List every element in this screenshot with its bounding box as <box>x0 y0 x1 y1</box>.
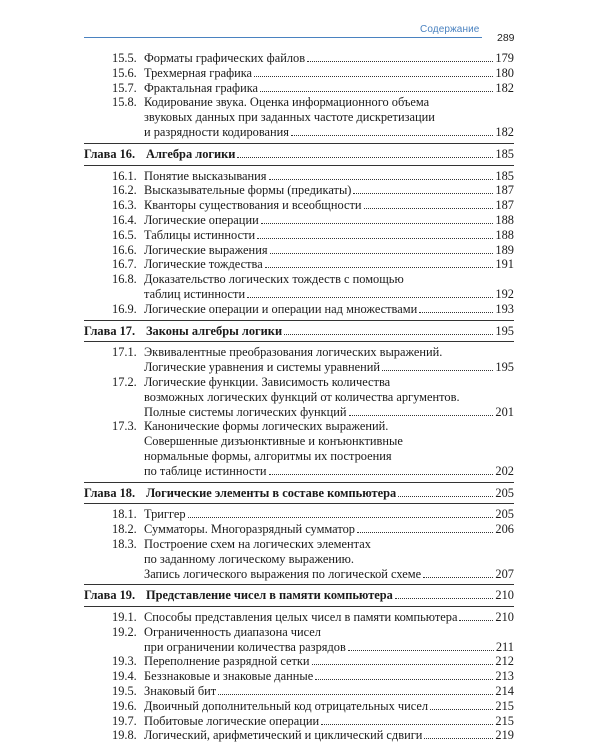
section-page: 179 <box>495 51 514 65</box>
dot-leader <box>364 198 494 209</box>
dot-leader <box>270 243 494 254</box>
dot-leader <box>398 486 493 497</box>
section-title: Понятие высказывания <box>144 168 267 183</box>
running-head-section: Содержание <box>420 24 480 35</box>
toc-section-entry[interactable] <box>84 81 514 96</box>
section-number: 16.3. <box>112 198 137 213</box>
section-number: 16.8. <box>112 272 137 287</box>
dot-leader <box>265 257 494 268</box>
section-page: 213 <box>495 669 514 684</box>
section-page: 207 <box>495 566 514 581</box>
section-title: Логические операции и операции над множествами <box>144 301 418 316</box>
chapter-page: 195 <box>495 323 514 338</box>
section-number: 16.2. <box>112 183 137 198</box>
chapter-label: Глава 18. <box>84 485 136 500</box>
toc-chapter-entry[interactable] <box>84 588 514 603</box>
section-title-line: Эквивалентные преобразования логических выражений. <box>144 345 443 360</box>
section-title-line: Кодирование звука. Оценка информационного объема <box>144 95 430 110</box>
section-title: Высказывательные формы (предикаты) <box>144 183 352 198</box>
toc-section-entry[interactable] <box>84 213 514 228</box>
section-number: 19.8. <box>112 728 137 743</box>
chapter-label: Глава 19. <box>84 588 136 603</box>
section-title: Логические операции <box>144 212 259 227</box>
section-number: 15.8. <box>112 95 137 110</box>
dot-leader <box>315 669 493 680</box>
chapter-divider <box>84 143 514 144</box>
section-page: 192 <box>495 286 514 301</box>
section-page: 188 <box>495 212 514 227</box>
section-title: Таблицы истинности <box>144 227 256 242</box>
section-page: 191 <box>495 257 514 272</box>
section-page: 205 <box>495 507 514 522</box>
section-title-line: нормальные формы, алгоритмы их построения <box>144 448 392 463</box>
chapter-label: Глава 17. <box>84 323 136 338</box>
section-page: 188 <box>495 227 514 242</box>
section-page: 210 <box>495 610 514 625</box>
section-number: 19.7. <box>112 713 137 728</box>
toc-section-entry[interactable] <box>84 66 514 81</box>
toc-section-entry[interactable] <box>84 243 514 258</box>
section-title: Полные системы логических функций <box>144 404 347 419</box>
toc-section-entry[interactable] <box>84 625 514 655</box>
dot-leader <box>382 360 493 371</box>
toc-section-entry[interactable] <box>84 669 514 684</box>
section-title: Триггер <box>144 507 186 522</box>
section-title: Форматы графических файлов <box>144 51 306 65</box>
section-page: 189 <box>495 242 514 257</box>
dot-leader <box>261 213 494 224</box>
section-number: 19.3. <box>112 654 137 669</box>
dot-leader <box>348 640 494 651</box>
section-number: 16.1. <box>112 168 137 183</box>
chapter-title: Законы алгебры логики <box>146 323 283 338</box>
section-title: Переполнение разрядной сетки <box>144 654 310 669</box>
section-number: 15.6. <box>112 65 137 80</box>
section-number: 16.4. <box>112 212 137 227</box>
section-page: 212 <box>495 654 514 669</box>
section-title-line: возможных логических функций от количества аргументов. <box>144 389 460 404</box>
section-title: и разрядности кодирования <box>144 124 289 139</box>
page-header <box>0 0 600 44</box>
dot-leader <box>423 567 493 578</box>
section-number: 17.3. <box>112 419 137 434</box>
section-number: 15.7. <box>112 80 137 95</box>
dot-leader <box>459 610 493 621</box>
section-title: Побитовые логические операции <box>144 713 320 728</box>
section-page: 180 <box>495 65 514 80</box>
section-number: 18.3. <box>112 536 137 551</box>
section-title: Способы представления целых чисел в памяти компьютера <box>144 610 458 625</box>
section-number: 19.1. <box>112 610 137 625</box>
dot-leader <box>430 699 493 710</box>
toc-section-entry[interactable] <box>84 714 514 729</box>
dot-leader <box>349 405 494 416</box>
section-title-line: по заданному логическому выражению. <box>144 551 354 566</box>
dot-leader <box>247 287 493 298</box>
section-title: Знаковый бит <box>144 684 217 699</box>
toc-section-entry[interactable] <box>84 507 514 522</box>
section-page: 219 <box>495 728 514 743</box>
section-number: 16.7. <box>112 257 137 272</box>
section-page: 211 <box>495 639 514 654</box>
toc-section-entry[interactable] <box>84 95 514 139</box>
toc-section-entry[interactable] <box>84 257 514 272</box>
dot-leader <box>237 147 493 158</box>
section-title: Логический, арифметический и циклический сдвиги <box>144 728 423 743</box>
section-number: 19.6. <box>112 698 137 713</box>
section-title: Кванторы существования и всеобщности <box>144 198 362 213</box>
chapter-title: Логические элементы в составе компьютера <box>146 485 397 500</box>
toc-chapter-entry[interactable] <box>84 324 514 339</box>
section-title: Логические тождества <box>144 257 263 272</box>
toc-section-entry[interactable] <box>84 684 514 699</box>
table-of-contents <box>84 51 514 743</box>
section-title-line: Ограниченность диапазона чисел <box>144 624 321 639</box>
toc-chapter-entry[interactable] <box>84 486 514 501</box>
chapter-divider <box>84 584 514 585</box>
dot-leader <box>424 728 493 739</box>
section-title-line: Совершенные дизъюнктивные и конъюнктивные <box>144 434 403 449</box>
chapter-label: Глава 16. <box>84 146 136 161</box>
section-title: по таблице истинности <box>144 463 267 478</box>
chapter-divider <box>84 482 514 483</box>
section-page: 182 <box>495 124 514 139</box>
section-number: 16.6. <box>112 242 137 257</box>
section-page: 187 <box>495 183 514 198</box>
chapter-title: Алгебра логики <box>146 146 236 161</box>
dot-leader <box>218 684 493 695</box>
dot-leader <box>188 507 494 518</box>
section-title: Фрактальная графика <box>144 80 259 95</box>
section-title: Запись логического выражения по логической схеме <box>144 566 422 581</box>
toc-section-entry[interactable] <box>84 699 514 714</box>
section-number: 19.4. <box>112 669 137 684</box>
section-number: 19.2. <box>112 624 137 639</box>
section-title: Логические уравнения и системы уравнений <box>144 360 381 375</box>
toc-section-entry[interactable] <box>84 537 514 581</box>
chapter-divider <box>84 606 514 607</box>
toc-section-entry[interactable] <box>84 272 514 302</box>
toc-section-entry[interactable] <box>84 169 514 184</box>
toc-section-entry[interactable] <box>84 375 514 419</box>
toc-section-entry[interactable] <box>84 51 514 66</box>
dot-leader <box>254 66 493 77</box>
section-number: 15.5. <box>112 51 137 65</box>
section-page: 187 <box>495 198 514 213</box>
section-page: 182 <box>495 80 514 95</box>
section-title: Беззнаковые и знаковые данные <box>144 669 314 684</box>
section-title-line: Логические функции. Зависимость количества <box>144 374 391 389</box>
chapter-divider <box>84 341 514 342</box>
dot-leader <box>312 654 494 665</box>
chapter-divider <box>84 320 514 321</box>
toc-section-entry[interactable] <box>84 183 514 198</box>
section-page: 195 <box>495 360 514 375</box>
section-title: Трехмерная графика <box>144 65 253 80</box>
dot-leader <box>307 51 493 62</box>
dot-leader <box>260 81 493 92</box>
section-page: 215 <box>495 713 514 728</box>
page-number: 289 <box>497 32 515 44</box>
chapter-page: 205 <box>495 485 514 500</box>
header-rule <box>84 37 482 38</box>
section-number: 17.1. <box>112 345 137 360</box>
section-title-line: Канонические формы логических выражений. <box>144 419 389 434</box>
section-title: Логические выражения <box>144 242 268 257</box>
section-number: 18.2. <box>112 522 137 537</box>
section-title-line: Доказательство логических тождеств с помощью <box>144 272 404 287</box>
dot-leader <box>284 324 493 335</box>
toc-section-entry[interactable] <box>84 610 514 625</box>
toc-chapter-entry[interactable] <box>84 147 514 162</box>
section-title: Сумматоры. Многоразрядный сумматор <box>144 522 355 537</box>
chapter-page: 185 <box>495 146 514 161</box>
section-page: 193 <box>495 301 514 316</box>
toc-section-entry[interactable] <box>84 522 514 537</box>
toc-section-entry[interactable] <box>84 198 514 213</box>
toc-section-entry[interactable] <box>84 302 514 317</box>
toc-section-entry[interactable] <box>84 345 514 375</box>
section-title: Двоичный дополнительный код отрицательных чисел <box>144 698 429 713</box>
dot-leader <box>291 125 493 136</box>
dot-leader <box>395 588 494 599</box>
chapter-page: 210 <box>495 588 514 603</box>
dot-leader <box>357 522 493 533</box>
toc-section-entry[interactable] <box>84 228 514 243</box>
chapter-divider <box>84 165 514 166</box>
section-page: 201 <box>495 404 514 419</box>
section-number: 17.2. <box>112 374 137 389</box>
dot-leader <box>321 714 493 725</box>
dot-leader <box>269 464 494 475</box>
section-number: 16.5. <box>112 227 137 242</box>
section-page: 215 <box>495 698 514 713</box>
section-page: 214 <box>495 684 514 699</box>
section-title-line: Построение схем на логических элементах <box>144 536 371 551</box>
dot-leader <box>257 228 493 239</box>
section-page: 185 <box>495 168 514 183</box>
chapter-divider <box>84 503 514 504</box>
section-page: 206 <box>495 522 514 537</box>
section-title: при ограничении количества разрядов <box>144 639 346 654</box>
section-title: таблиц истинности <box>144 286 246 301</box>
section-number: 18.1. <box>112 507 137 522</box>
section-number: 16.9. <box>112 301 137 316</box>
dot-leader <box>419 302 493 313</box>
toc-section-entry[interactable] <box>84 654 514 669</box>
section-number: 19.5. <box>112 684 137 699</box>
chapter-title: Представление чисел в памяти компьютера <box>146 588 393 603</box>
toc-section-entry[interactable] <box>84 728 514 743</box>
toc-section-entry[interactable] <box>84 419 514 478</box>
section-title-line: звуковых данных при заданных частоте дискретизации <box>144 110 435 125</box>
section-page: 202 <box>495 463 514 478</box>
dot-leader <box>353 183 493 194</box>
dot-leader <box>269 169 494 180</box>
